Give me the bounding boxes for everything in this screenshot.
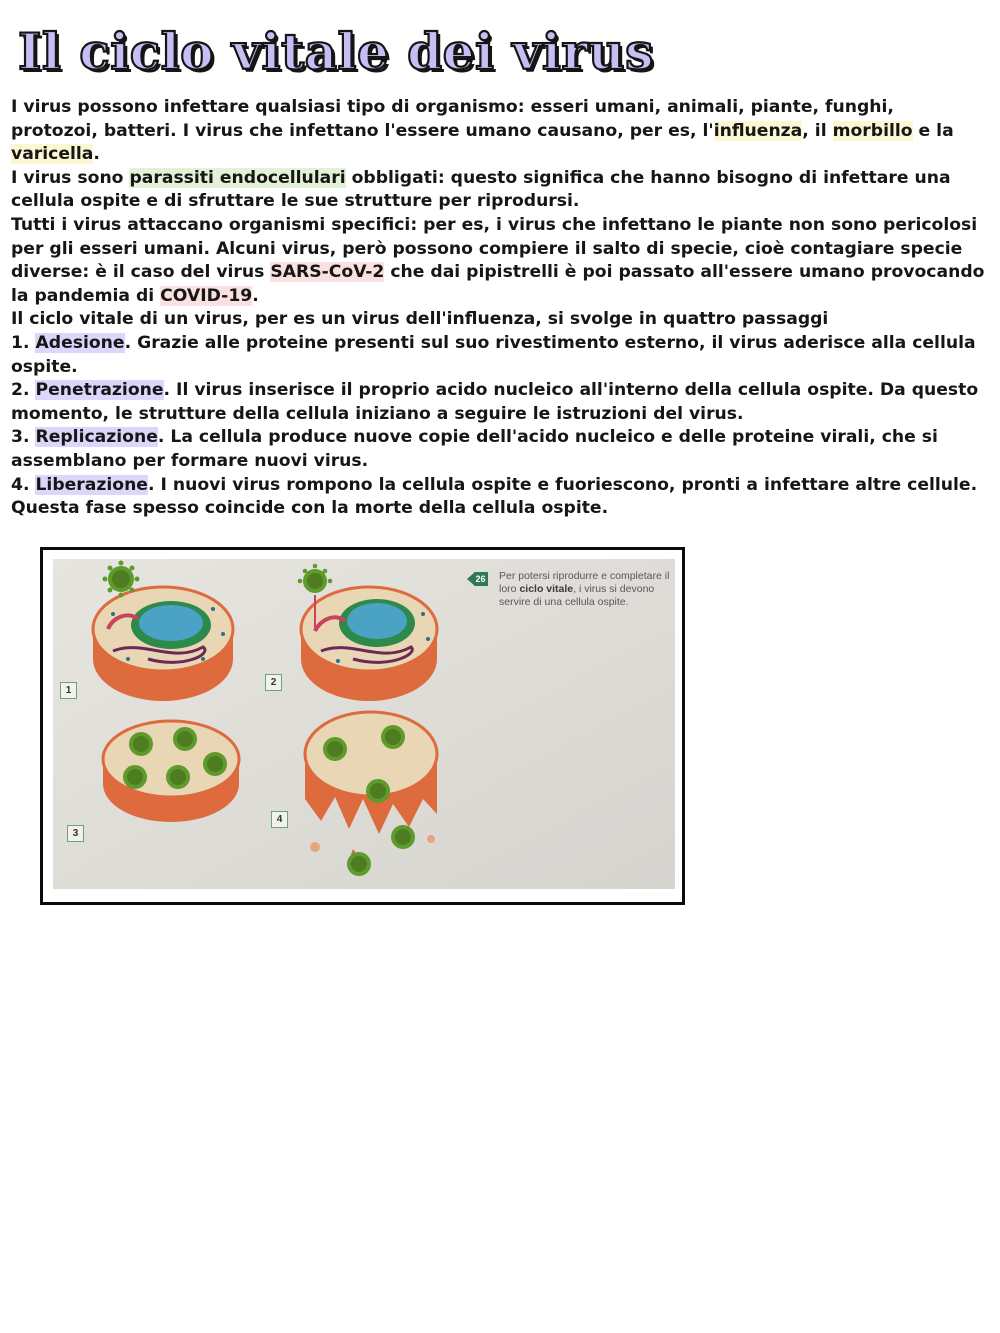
virus-icon: [203, 752, 227, 776]
step-name-adesione: Adesione: [35, 332, 125, 353]
stage-label-2: 2: [265, 674, 282, 691]
paragraph-species: Tutti i virus attaccano organismi specifici: per es, i virus che infettano le piante non sono pericolosi per gli esseri umani. Alcuni virus, però possono compiere il salto di specie, cioè contagiare specie diverse: è il caso del virus SARS-CoV-2 che dai pipistrelli è poi passato all'essere umano provocando la pandemia di COVID-19.: [11, 214, 985, 306]
step-1: 1. Adesione. Grazie alle proteine presenti sul suo rivestimento esterno, il virus aderisce alla cellula ospite.: [11, 332, 976, 377]
paragraph-organisms: I virus possono infettare qualsiasi tipo di organismo: esseri umani, animali, piante, funghi, protozoi, batteri. I virus che infettano l'essere umano causano, per es, l'influenza, il morbillo e la varicella.: [11, 97, 954, 165]
virus-icon: [173, 727, 197, 751]
virus-icon: [323, 737, 347, 761]
step-2: 2. Penetrazione. Il virus inserisce il proprio acido nucleico all'interno della cellula ospite. Da questo momento, le strutture della cellula iniziano a seguire le istruzioni del virus.: [11, 380, 979, 424]
step-name-liberazione: Liberazione: [35, 474, 148, 495]
paragraph-parasites: I virus sono parassiti endocellulari obbligati: questo significa che hanno bisogno di infettare una cellula ospite e di sfruttare le sue strutture per riprodursi.: [11, 167, 951, 212]
step-name-replicazione: Replicazione: [35, 427, 158, 448]
virus-icon: [166, 765, 190, 789]
figure-caption: Per potersi riprodurre e completare il loro ciclo vitale, i virus si devono servire di una cellula ospite.: [499, 570, 670, 608]
cell-stage-1: [93, 587, 233, 701]
highlight-parassiti: parassiti endocellulari: [129, 167, 346, 188]
figure-frame: [40, 547, 685, 905]
highlight-varicella: varicella: [11, 144, 94, 165]
virus-icon: [129, 732, 153, 756]
step-4: 4. Liberazione. I nuovi virus rompono la cellula ospite e fuoriescono, pronti a infettare altre cellule. Questa fase spesso coincide con la morte della cellula ospite.: [11, 474, 978, 519]
virus-icon: [347, 852, 371, 876]
step-name-penetrazione: Penetrazione: [35, 380, 164, 401]
stage-label-3: 3: [67, 825, 84, 842]
virus-icon: [366, 779, 390, 803]
main-text: [11, 96, 986, 521]
highlight-sars-cov-2: SARS-CoV-2: [270, 262, 385, 283]
virus-icon: [123, 765, 147, 789]
highlight-covid-19: COVID-19: [160, 285, 253, 306]
page-title: Il ciclo vitale dei virus: [18, 22, 654, 81]
stage-label-4: 4: [271, 811, 288, 828]
virus-icon: [391, 825, 415, 849]
stage-label-1: 1: [60, 682, 77, 699]
highlight-influenza: influenza: [713, 120, 803, 141]
virus-cycle-illustration: [53, 559, 675, 889]
caption-number: 26: [475, 574, 486, 584]
paragraph-cycle-intro: Il ciclo vitale di un virus, per es un virus dell'influenza, si svolge in quattro passaggi: [11, 309, 829, 330]
virus-icon: [381, 725, 405, 749]
highlight-morbillo: morbillo: [832, 120, 913, 141]
cell-stage-2: [301, 587, 437, 701]
step-3: 3. Replicazione. La cellula produce nuove copie dell'acido nucleico e delle proteine virali, che si assemblano per formare nuovi virus.: [11, 427, 938, 471]
